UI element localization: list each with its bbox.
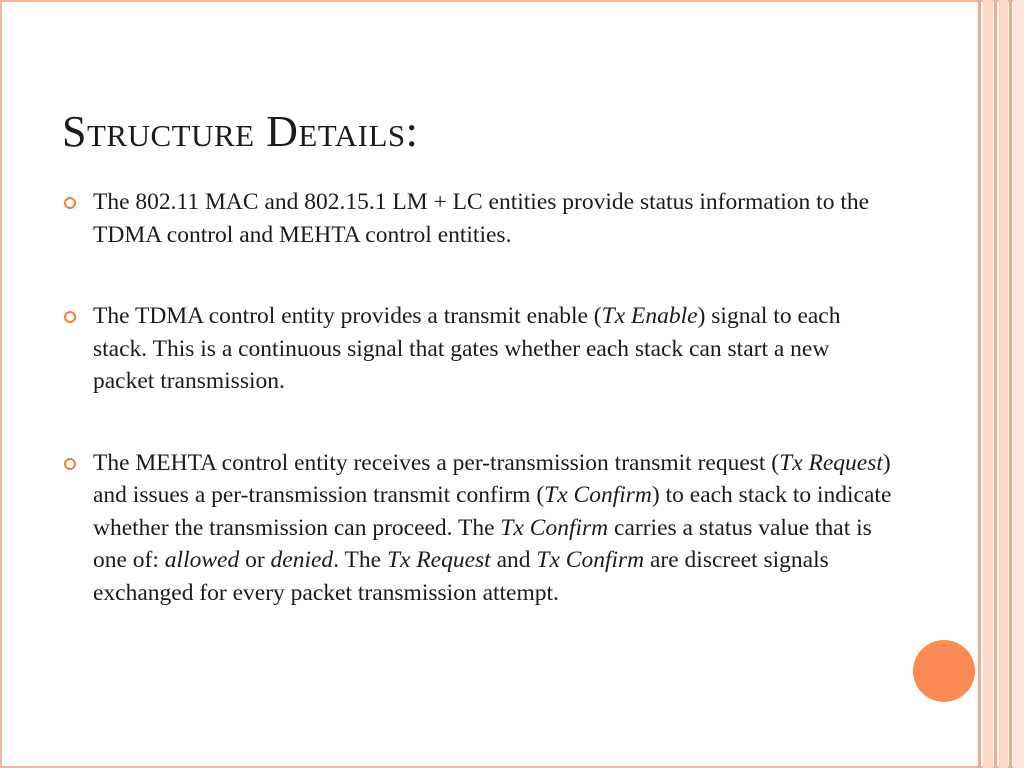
bullet-ring-icon [64, 458, 76, 470]
frame-left-line [0, 0, 2, 768]
bullet-text: The MEHTA control entity receives a per-transmission transmit request ( [93, 449, 780, 476]
signal-term: Tx Confirm [500, 514, 609, 541]
signal-term: Tx Enable [601, 303, 698, 329]
signal-term: Tx Request [779, 449, 883, 476]
bullet-text: The 802.11 MAC and 802.15.1 LM + LC entities provide status information to the TDMA control and MEHTA control entities. [93, 189, 870, 248]
bullet-text: ) and issues a per-transmission transmit confirm ( [93, 449, 891, 508]
decorative-stripe [983, 0, 993, 768]
bullet-list [62, 186, 892, 609]
bullet-text: ) signal to each stack. This is a continuous signal that gates whether each stack can start a new packet transmission. [93, 303, 841, 394]
signal-term: Tx Confirm [536, 547, 645, 573]
status-value: allowed [164, 547, 240, 573]
slide-title: Structure Details: [62, 107, 419, 156]
bullet-item [62, 186, 892, 251]
decorative-stripe [994, 0, 997, 768]
bullet-text: . The [333, 547, 387, 573]
bullet-text: and [490, 547, 537, 573]
bullet-text: The TDMA control entity provides a transmit enable ( [93, 303, 602, 329]
decorative-circle [913, 640, 975, 702]
decorative-stripe [978, 0, 981, 768]
decorative-stripe [1009, 0, 1012, 768]
decorative-stripe [999, 0, 1008, 768]
frame-top-line [0, 0, 1024, 2]
decorative-stripe [1013, 0, 1024, 768]
bullet-ring-icon [64, 311, 76, 323]
bullet-text: ) to each stack to indicate whether the transmission can proceed. The [93, 482, 892, 541]
signal-term: Tx Request [386, 547, 491, 573]
bullet-text: carries a status value that is one of: [93, 514, 872, 573]
bullet-ring-icon [64, 197, 76, 209]
signal-term: Tx Confirm [544, 482, 652, 508]
status-value: denied [270, 547, 334, 573]
bullet-text: are discreet signals exchanged for every packet transmission attempt. [93, 547, 829, 606]
bullet-item [62, 447, 892, 610]
bullet-item [62, 300, 892, 398]
bullet-text: or [239, 547, 271, 573]
